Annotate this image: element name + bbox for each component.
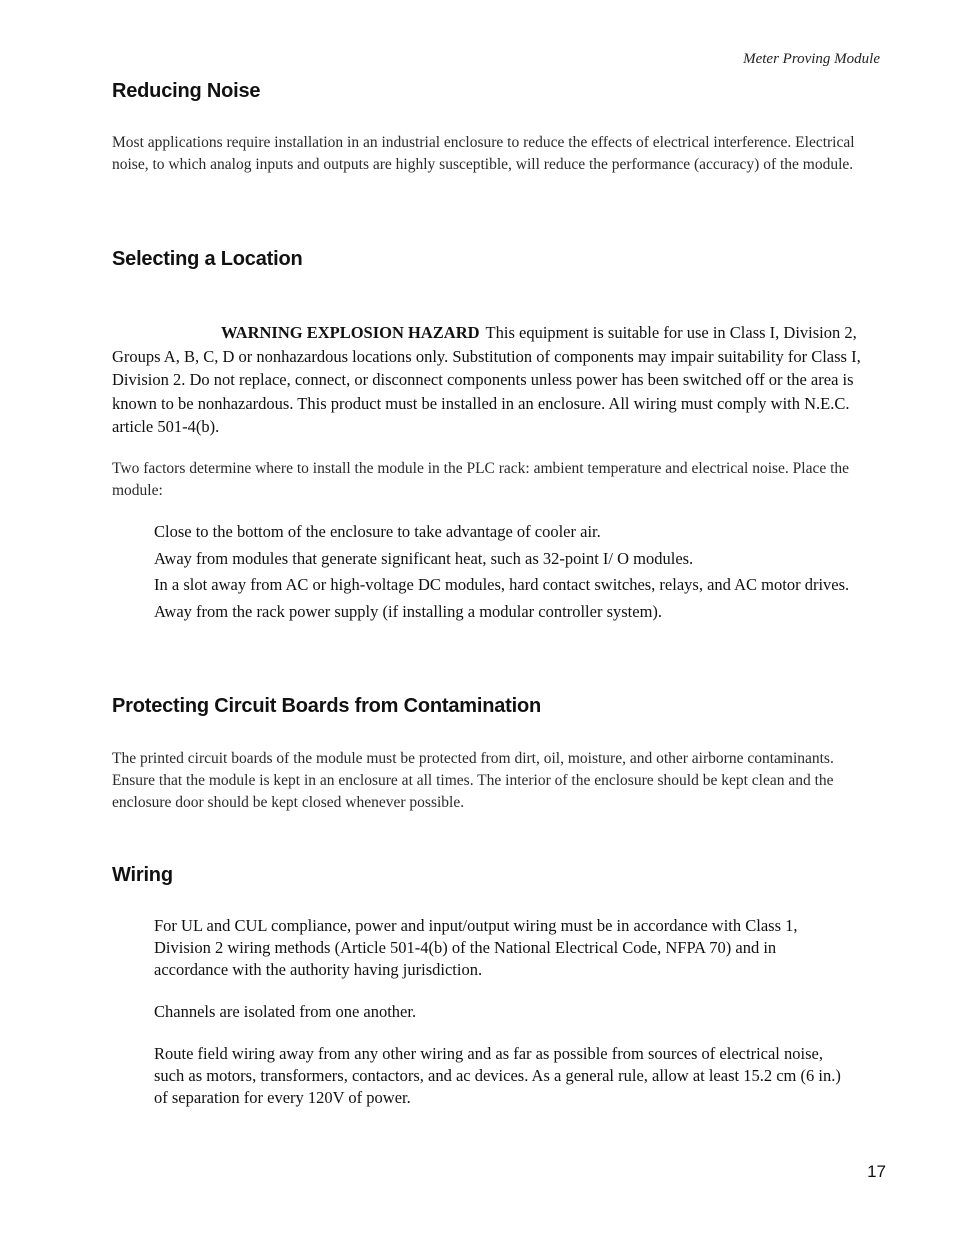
list-item: Away from modules that generate significant heat, such as 32-point I/ O modules. <box>154 548 694 568</box>
warning-text: This equipment is suitable for use in Class I, Division 2, Groups A, B, C, D or nonhazardous locations only. Substitution of components may impair suitability for Class I, Division 2. Do not replace, connect, or disconnect components unless power has been switched off or the area is known to be nonhazardous. This product must be installed in an enclosure. All wiring must comply with N.E.C. article 501-4(b). <box>112 323 861 436</box>
warning-label: WARNING EXPLOSION HAZARD <box>221 323 480 342</box>
heading-reducing-noise: Reducing Noise <box>112 80 261 102</box>
list-item: In a slot away from AC or high-voltage DC modules, hard contact switches, relays, and AC motor drives. <box>154 575 850 594</box>
heading-protecting-boards: Protecting Circuit Boards from Contamination <box>112 695 542 717</box>
location-list <box>154 521 854 627</box>
running-header: Meter Proving Module <box>743 51 880 67</box>
list-item: Close to the bottom of the enclosure to take advantage of cooler air. <box>154 522 601 541</box>
wiring-paragraph-1: For UL and CUL compliance, power and input/output wiring must be in accordance with Class 1, Division 2 wiring methods (Article 501-4(b) of the National Electrical Code, NFPA 70) and in accordance with the authority having jurisdiction. <box>154 916 798 979</box>
page-number: 17 <box>867 1162 886 1181</box>
wiring-paragraph-3: Route field wiring away from any other wiring and as far as possible from sources of electrical noise, such as motors, transformers, contactors, and ac devices. As a general rule, allow at least 15.2 cm (6 in.) of separation for every 120V of power. <box>154 1044 841 1107</box>
heading-wiring: Wiring <box>112 864 173 886</box>
wiring-paragraph-2: Channels are isolated from one another. <box>154 1002 417 1021</box>
heading-selecting-location: Selecting a Location <box>112 248 303 270</box>
reducing-noise-paragraph: Most applications require installation in an industrial enclosure to reduce the effects of electrical interference. Electrical noise, to which analog inputs and outputs are highly susceptible, will reduce the performance (accuracy) of the module. <box>112 134 855 173</box>
warning-paragraph <box>112 321 874 439</box>
location-intro-paragraph: Two factors determine where to install the module in the PLC rack: ambient temperature and electrical noise. Place the module: <box>112 460 850 499</box>
list-item: Away from the rack power supply (if installing a modular controller system). <box>154 601 663 621</box>
protecting-boards-paragraph: The printed circuit boards of the module must be protected from dirt, oil, moisture, and other airborne contaminants. Ensure that the module is kept in an enclosure at all times. The interior of the enclosure should be kept clean and the enclosure door should be kept closed whenever possible. <box>112 750 834 811</box>
